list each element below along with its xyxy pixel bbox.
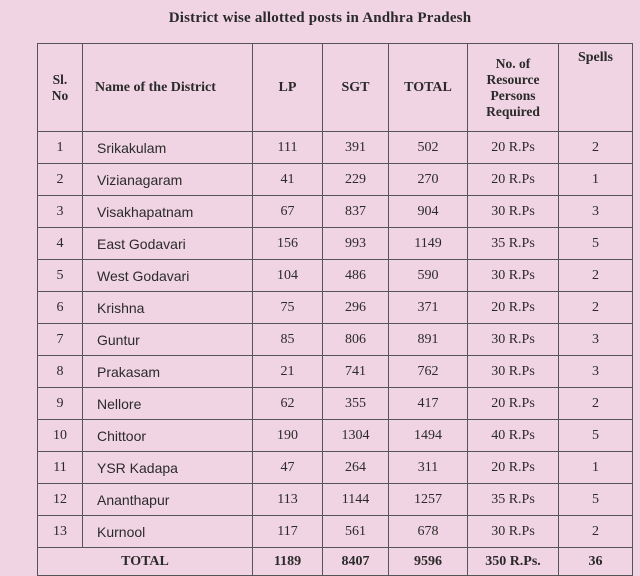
table-row <box>38 420 633 452</box>
cell-total: 502 <box>389 132 468 164</box>
cell-lp: 47 <box>253 452 323 484</box>
cell-spells: 5 <box>559 484 633 516</box>
cell-resource-persons: 30 R.Ps <box>468 324 559 356</box>
cell-district-name: Chittoor <box>83 420 253 452</box>
table-row <box>38 260 633 292</box>
table-row <box>38 196 633 228</box>
cell-sgt: 296 <box>323 292 389 324</box>
cell-sl-no: 5 <box>38 260 83 292</box>
cell-district-name: Ananthapur <box>83 484 253 516</box>
table-row <box>38 164 633 196</box>
cell-sgt: 561 <box>323 516 389 548</box>
page-title: District wise allotted posts in Andhra Pradesh <box>168 10 472 26</box>
cell-sl-no: 7 <box>38 324 83 356</box>
cell-sl-no: 6 <box>38 292 83 324</box>
header-total: TOTAL <box>389 44 468 132</box>
district-posts-table <box>37 43 633 576</box>
cell-resource-persons: 20 R.Ps <box>468 452 559 484</box>
cell-sl-no: 13 <box>38 516 83 548</box>
table-header-row <box>38 44 633 132</box>
cell-lp: 41 <box>253 164 323 196</box>
cell-lp: 104 <box>253 260 323 292</box>
totals-lp: 1189 <box>253 548 323 576</box>
cell-sgt: 806 <box>323 324 389 356</box>
cell-sgt: 993 <box>323 228 389 260</box>
header-district-name: Name of the District <box>83 44 253 132</box>
cell-resource-persons: 30 R.Ps <box>468 356 559 388</box>
cell-total: 270 <box>389 164 468 196</box>
cell-district-name: Visakhapatnam <box>83 196 253 228</box>
cell-spells: 2 <box>559 516 633 548</box>
cell-district-name: East Godavari <box>83 228 253 260</box>
cell-sl-no: 10 <box>38 420 83 452</box>
totals-spells: 36 <box>559 548 633 576</box>
cell-sl-no: 4 <box>38 228 83 260</box>
cell-resource-persons: 35 R.Ps <box>468 484 559 516</box>
cell-spells: 3 <box>559 324 633 356</box>
header-sl-no: Sl. No <box>38 44 83 132</box>
cell-sl-no: 8 <box>38 356 83 388</box>
cell-total: 590 <box>389 260 468 292</box>
cell-total: 904 <box>389 196 468 228</box>
cell-district-name: Prakasam <box>83 356 253 388</box>
cell-sgt: 391 <box>323 132 389 164</box>
cell-lp: 21 <box>253 356 323 388</box>
cell-total: 891 <box>389 324 468 356</box>
cell-resource-persons: 40 R.Ps <box>468 420 559 452</box>
cell-spells: 1 <box>559 164 633 196</box>
totals-resource-persons: 350 R.Ps. <box>468 548 559 576</box>
cell-spells: 5 <box>559 228 633 260</box>
table-row <box>38 388 633 420</box>
cell-total: 311 <box>389 452 468 484</box>
cell-district-name: YSR Kadapa <box>83 452 253 484</box>
cell-resource-persons: 30 R.Ps <box>468 196 559 228</box>
cell-total: 417 <box>389 388 468 420</box>
cell-spells: 2 <box>559 132 633 164</box>
cell-sgt: 837 <box>323 196 389 228</box>
cell-lp: 117 <box>253 516 323 548</box>
table-row <box>38 484 633 516</box>
cell-total: 678 <box>389 516 468 548</box>
cell-total: 1494 <box>389 420 468 452</box>
cell-sl-no: 11 <box>38 452 83 484</box>
cell-sl-no: 2 <box>38 164 83 196</box>
cell-sl-no: 3 <box>38 196 83 228</box>
cell-spells: 2 <box>559 388 633 420</box>
cell-resource-persons: 30 R.Ps <box>468 516 559 548</box>
cell-lp: 75 <box>253 292 323 324</box>
cell-total: 1257 <box>389 484 468 516</box>
cell-lp: 111 <box>253 132 323 164</box>
cell-district-name: Srikakulam <box>83 132 253 164</box>
cell-total: 371 <box>389 292 468 324</box>
cell-resource-persons: 20 R.Ps <box>468 388 559 420</box>
totals-sgt: 8407 <box>323 548 389 576</box>
cell-district-name: West Godavari <box>83 260 253 292</box>
table-row <box>38 228 633 260</box>
table-row <box>38 452 633 484</box>
cell-spells: 5 <box>559 420 633 452</box>
cell-district-name: Nellore <box>83 388 253 420</box>
cell-sgt: 741 <box>323 356 389 388</box>
table-row <box>38 516 633 548</box>
cell-resource-persons: 20 R.Ps <box>468 132 559 164</box>
cell-spells: 2 <box>559 260 633 292</box>
cell-resource-persons: 20 R.Ps <box>468 292 559 324</box>
cell-lp: 62 <box>253 388 323 420</box>
cell-lp: 67 <box>253 196 323 228</box>
cell-spells: 1 <box>559 452 633 484</box>
cell-spells: 2 <box>559 292 633 324</box>
cell-resource-persons: 30 R.Ps <box>468 260 559 292</box>
cell-sgt: 264 <box>323 452 389 484</box>
header-resource-persons: No. of Resource Persons Required <box>468 44 559 132</box>
cell-total: 762 <box>389 356 468 388</box>
cell-lp: 156 <box>253 228 323 260</box>
table-row <box>38 356 633 388</box>
cell-total: 1149 <box>389 228 468 260</box>
cell-sgt: 1144 <box>323 484 389 516</box>
table-row <box>38 132 633 164</box>
header-lp: LP <box>253 44 323 132</box>
cell-resource-persons: 20 R.Ps <box>468 164 559 196</box>
cell-sgt: 229 <box>323 164 389 196</box>
cell-sgt: 355 <box>323 388 389 420</box>
table-row <box>38 292 633 324</box>
cell-sl-no: 12 <box>38 484 83 516</box>
table-row <box>38 324 633 356</box>
totals-total: 9596 <box>389 548 468 576</box>
cell-sl-no: 1 <box>38 132 83 164</box>
header-spells: Spells <box>559 44 633 132</box>
totals-label: TOTAL <box>38 548 253 576</box>
cell-district-name: Kurnool <box>83 516 253 548</box>
cell-sgt: 1304 <box>323 420 389 452</box>
cell-district-name: Vizianagaram <box>83 164 253 196</box>
cell-lp: 190 <box>253 420 323 452</box>
cell-sgt: 486 <box>323 260 389 292</box>
cell-sl-no: 9 <box>38 388 83 420</box>
totals-row <box>38 548 633 576</box>
cell-district-name: Krishna <box>83 292 253 324</box>
header-sgt: SGT <box>323 44 389 132</box>
cell-lp: 85 <box>253 324 323 356</box>
cell-spells: 3 <box>559 356 633 388</box>
cell-district-name: Guntur <box>83 324 253 356</box>
cell-spells: 3 <box>559 196 633 228</box>
cell-lp: 113 <box>253 484 323 516</box>
cell-resource-persons: 35 R.Ps <box>468 228 559 260</box>
